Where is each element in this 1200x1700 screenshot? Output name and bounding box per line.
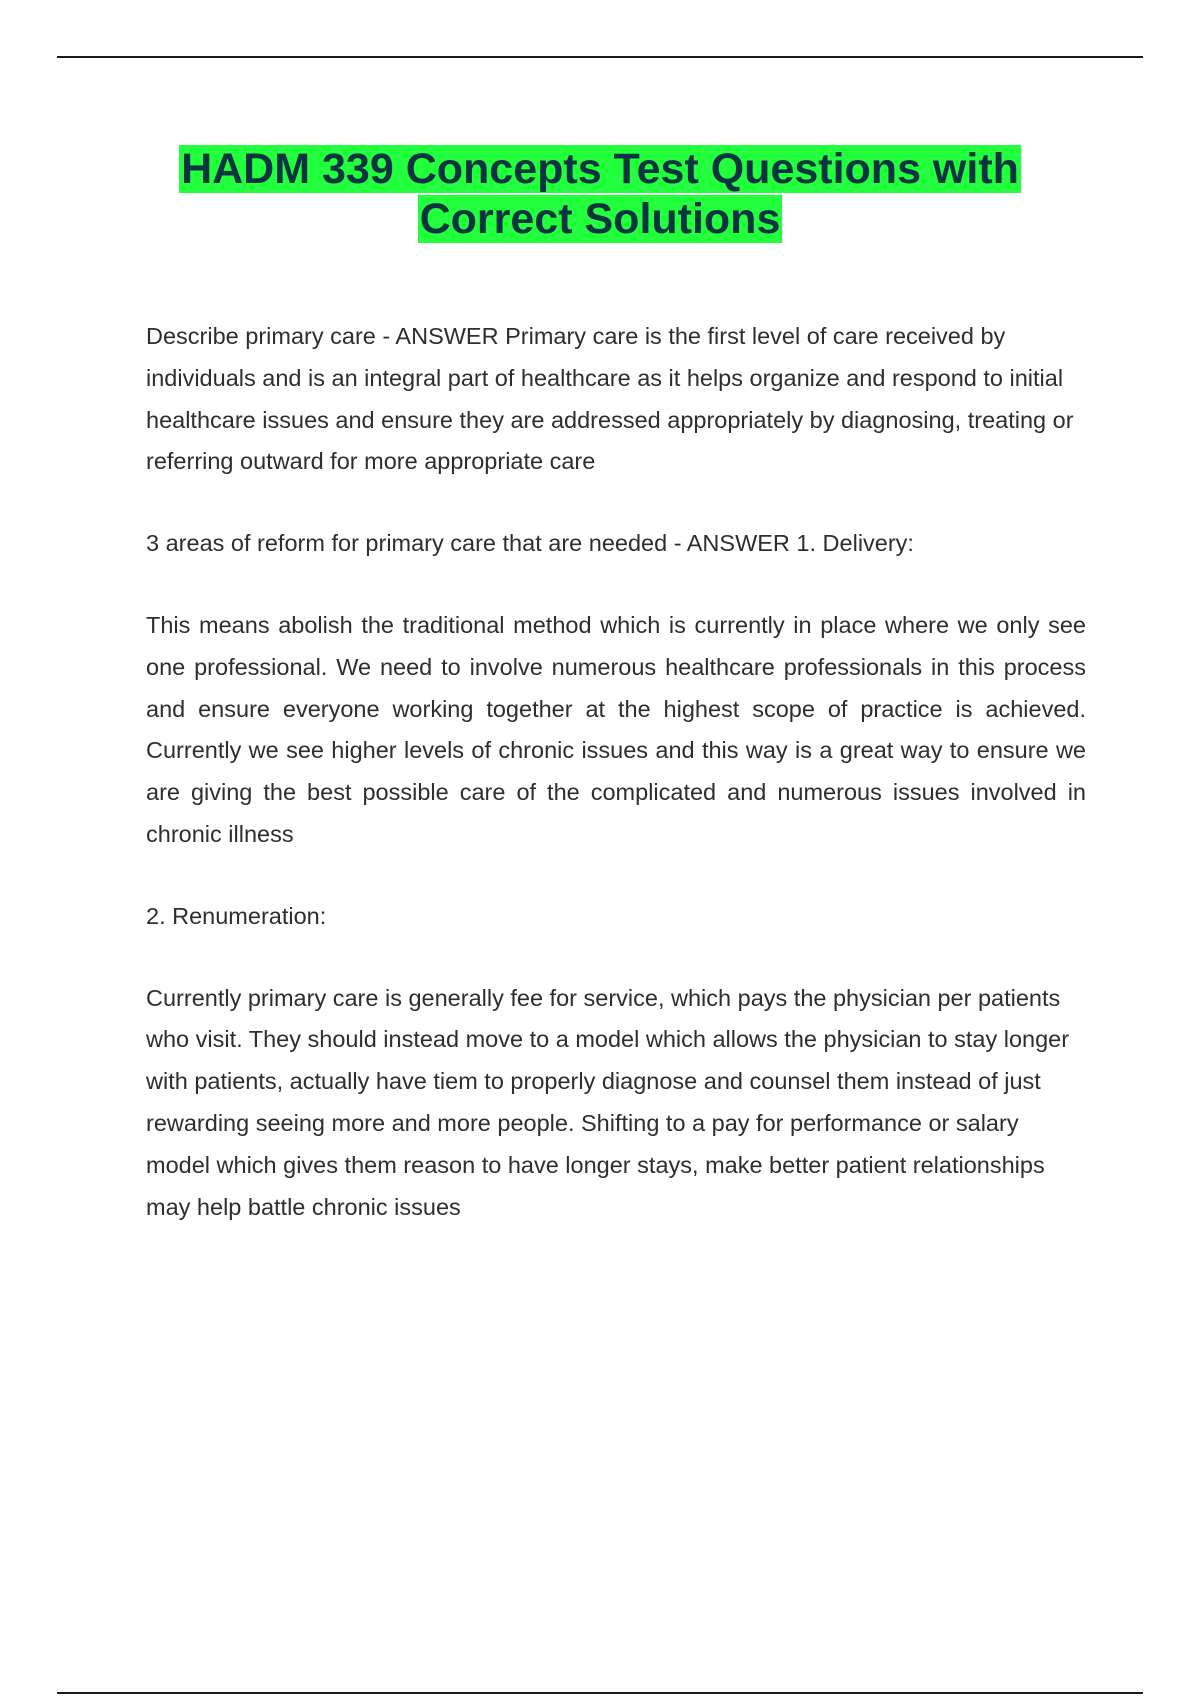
title-line-1: HADM 339 Concepts Test Questions with: [181, 145, 1019, 193]
bottom-rule: [57, 1692, 1143, 1694]
paragraph-renumeration: Currently primary care is generally fee for service, which pays the physician per patients who visit. They should instead move to a model which allows the physician to stay longer with patients, actually have tiem to properly diagnose and counsel them instead of just rewarding seeing more and more people. Shifting to a pay for performance or salary model which gives them reason to have longer stays, make better patient relationships may help battle chronic issues: [146, 984, 1070, 1220]
paragraph-renumeration-heading: 2. Renumeration:: [146, 902, 327, 929]
paragraph-primary-care: Describe primary care - ANSWER Primary care is the first level of care received by individuals and is an integral part of healthcare as it helps organize and respond to initial healthcare issues and ensure they are addressed appropriately by diagnosing, treating or referring outward for more appropriate care: [146, 323, 1074, 475]
top-rule: [57, 56, 1143, 58]
document-title: [0, 144, 1200, 244]
document-body: [146, 316, 1086, 1268]
title-line-2: Correct Solutions: [419, 195, 781, 243]
paragraph-reform-areas: 3 areas of reform for primary care that are needed - ANSWER 1. Delivery:: [146, 530, 914, 557]
paragraph-delivery: This means abolish the traditional method which is currently in place where we only see one professional. We need to involve numerous healthcare professionals in this process and ensure everyone working together at the highest scope of practice is achieved. Currently we see higher levels of chronic issues and this way is a great way to ensure we are giving the best possible care of the complicated and numerous issues involved in chronic illness: [146, 611, 1086, 847]
